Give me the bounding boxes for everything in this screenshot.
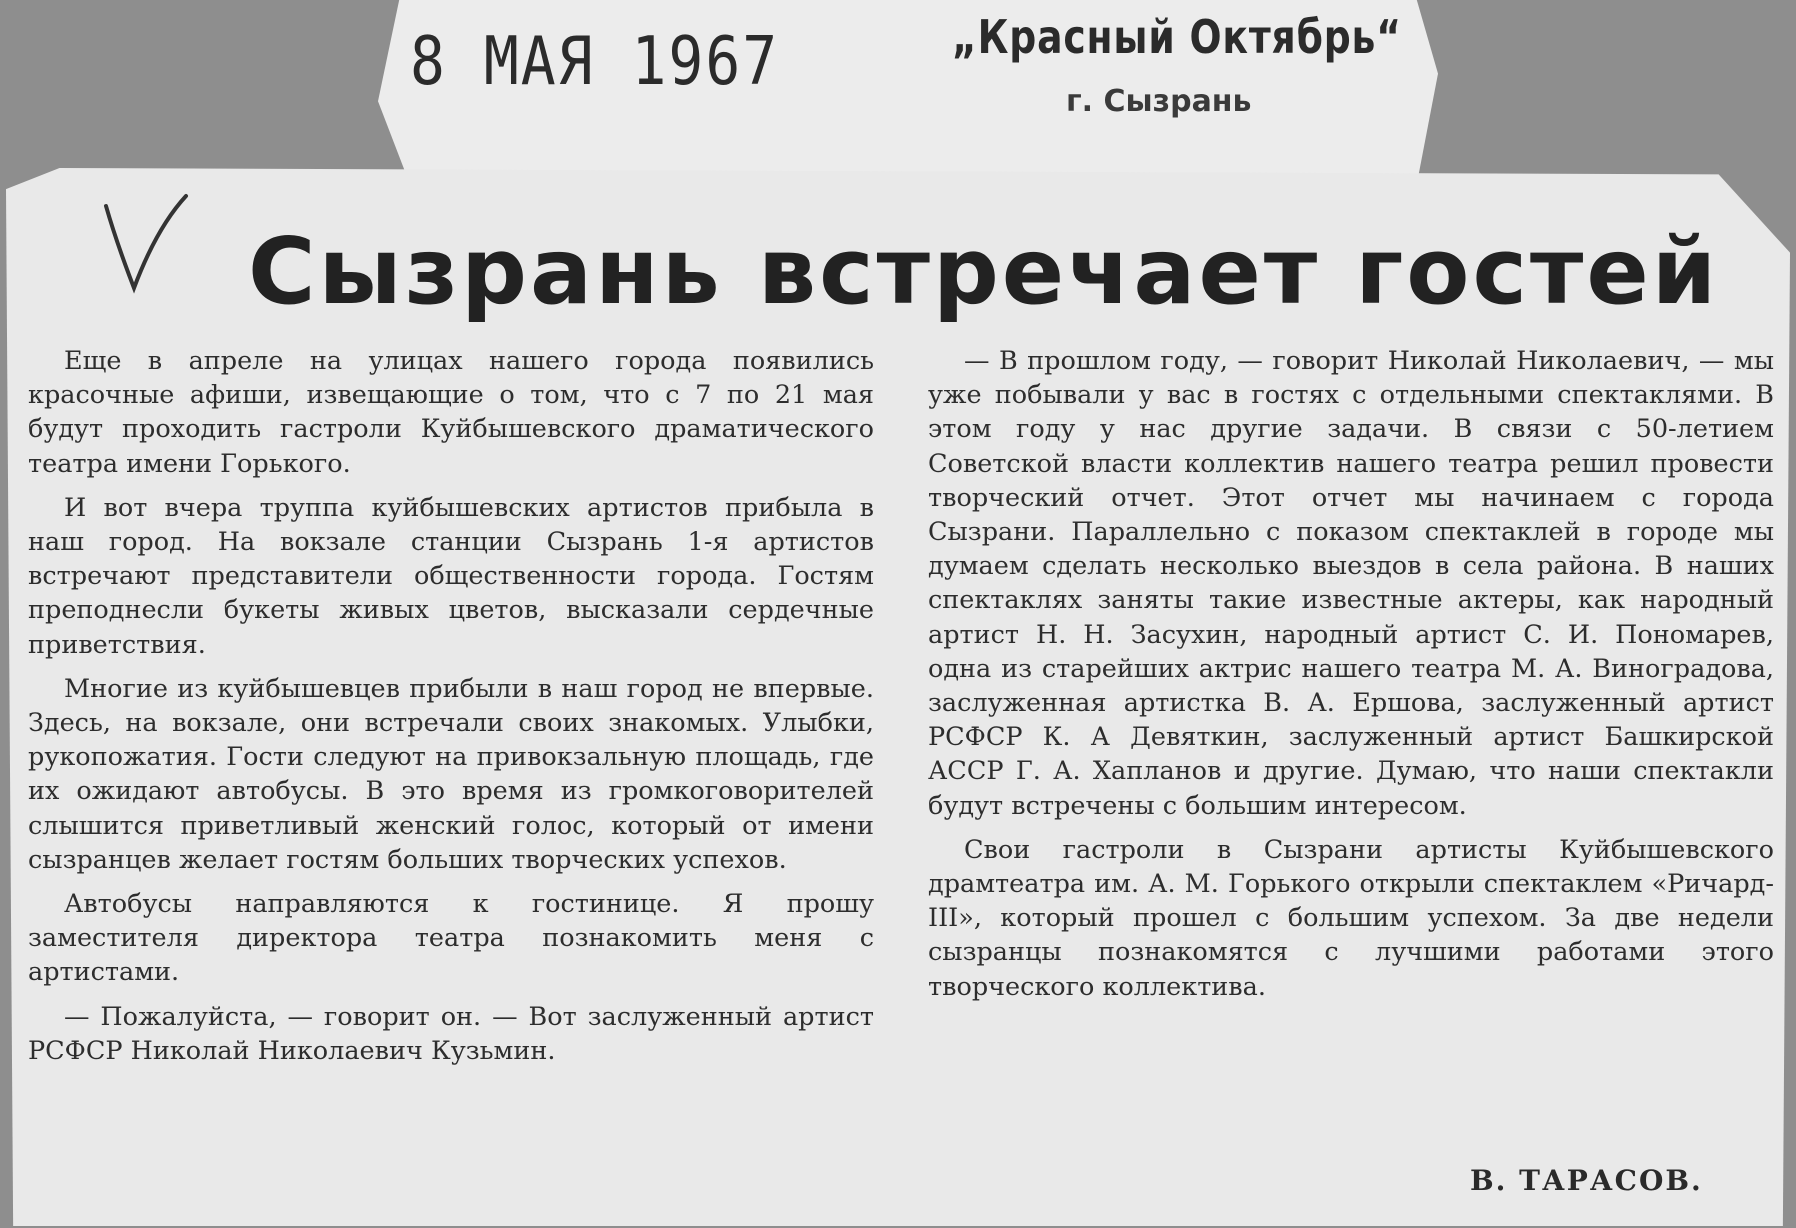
stamp-city: г. Сызрань	[1066, 84, 1252, 119]
paragraph: Автобусы направляются к гостинице. Я прошу заместителя директора театра познакомить меня с артистами.	[28, 889, 874, 988]
paragraph: И вот вчера труппа куйбышевских артистов прибыла в наш город. На вокзале станции Сызрань 1-я артистов встречают представители общественности города. Гостям преподнесли букеты живых цветов, высказали сердечные приветствия.	[28, 492, 874, 660]
paragraph: — В прошлом году, — говорит Николай Николаевич, — мы уже побывали у вас в гостях с отдельными спектаклями. В этом году у нас другие задачи. В связи с 50-летием Советской власти коллектив нашего театра решил провести творческий отчет. Этот отчет мы начинаем с города Сызрани. Параллельно с показом спектаклей в городе мы думаем сделать несколько выездов в села района. В наших спектаклях заняты такие известные актеры, как народный артист Н. Н. Засухин, народный артист С. И. Пономарев, одна из старейших актрис нашего театра М. А. Виноградова, заслуженная артистка В. А. Ершова, заслуженный артист РСФСР К. А Девяткин, заслуженный артист Башкирской АССР Г. А. Хапланов и другие. Думаю, что наши спектакли будут встречены с большим интересом.	[928, 346, 1774, 821]
paragraph: Многие из куйбышевцев прибыли в наш город не впервые. Здесь, на вокзале, они встречали своих знакомых. Улыбки, рукопожатия. Гости следуют на привокзальную площадь, где их ожидают автобусы. В это время из громкоговорителей слышится приветливый женский голос, который от имени сызранцев желает гостям больших творческих успехов.	[28, 673, 874, 875]
article-headline: Сызрань встречает гостей	[248, 218, 1720, 325]
article-column-right	[928, 344, 1774, 1014]
stamp-newspaper-name: „Красный Октябрь“	[952, 10, 1402, 64]
paragraph: — Пожалуйста, — говорит он. — Вот заслуженный артист РСФСР Николай Николаевич Кузьмин.	[28, 1001, 874, 1066]
stamp-date: 8 МАЯ 1967	[410, 22, 780, 101]
paragraph: Еще в апреле на улицах нашего города появились красочные афиши, извещающие о том, что с 7 по 21 мая будут проходить гастроли Куйбышевского драматического театра имени Горького.	[28, 346, 874, 479]
author-byline: В. ТАРАСОВ.	[1470, 1164, 1703, 1197]
article-column-left	[28, 344, 874, 1068]
checkmark-icon	[100, 192, 192, 296]
paragraph: Свои гастроли в Сызрани артисты Куйбышевского драмтеатра им. А. М. Горького открыли спектаклем «Ричард-III», который прошел с большим успехом. За две недели сызранцы познакомятся с лучшими работами этого творческого коллектива.	[928, 834, 1774, 1002]
